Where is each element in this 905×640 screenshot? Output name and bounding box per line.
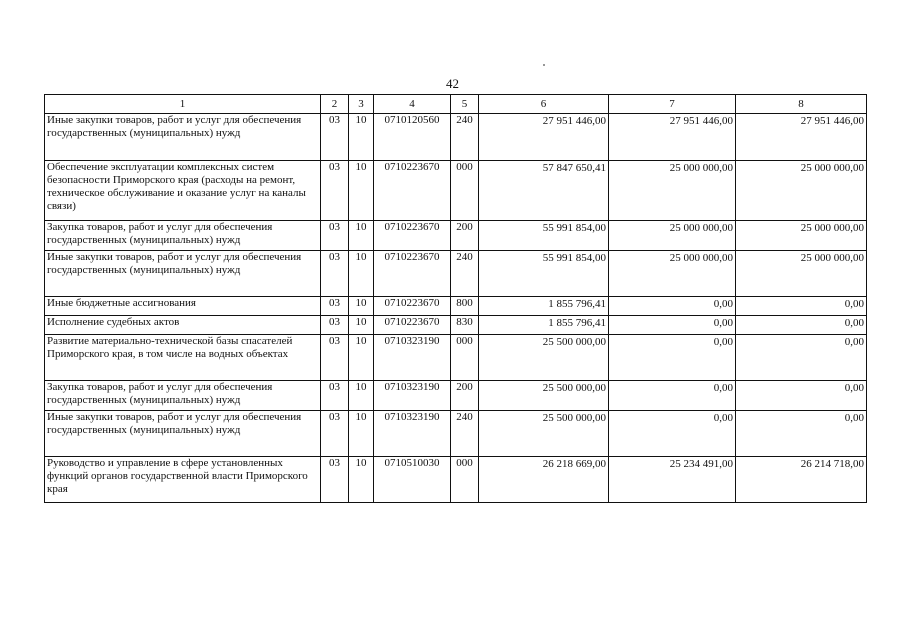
amount-col-6 — [479, 457, 609, 503]
table-row — [45, 161, 867, 221]
amount-value: 55 991 854,00 — [542, 252, 606, 264]
amount-value: 55 991 854,00 — [542, 222, 606, 234]
expense-type-code: 000 — [451, 457, 479, 503]
amount-col-8 — [736, 161, 867, 221]
row-name: Руководство и управление в сфере установленных функций органов государственной власти Приморского края — [45, 457, 321, 503]
amount-col-7 — [609, 297, 736, 316]
amount-col-8 — [736, 335, 867, 381]
amount-col-7 — [609, 221, 736, 251]
amount-col-6 — [479, 251, 609, 297]
subsection-code: 10 — [349, 297, 374, 316]
amount-col-8 — [736, 221, 867, 251]
column-header-1: 1 — [45, 95, 321, 114]
subsection-code: 10 — [349, 335, 374, 381]
amount-value: 1 855 796,41 — [548, 298, 606, 310]
amount-col-7 — [609, 316, 736, 335]
section-code: 03 — [321, 297, 349, 316]
amount-col-8 — [736, 316, 867, 335]
column-header-8: 8 — [736, 95, 867, 114]
column-header-4: 4 — [374, 95, 451, 114]
row-name: Иные бюджетные ассигнования — [45, 297, 321, 316]
row-name: Закупка товаров, работ и услуг для обеспечения государственных (муниципальных) нужд — [45, 381, 321, 411]
row-name: Иные закупки товаров, работ и услуг для обеспечения государственных (муниципальных) нужд — [45, 411, 321, 457]
amount-col-6 — [479, 221, 609, 251]
amount-value: 25 000 000,00 — [669, 162, 733, 174]
amount-value: 0,00 — [844, 336, 864, 348]
subsection-code: 10 — [349, 221, 374, 251]
table-row — [45, 335, 867, 381]
amount-value: 25 500 000,00 — [542, 412, 606, 424]
scan-speck — [543, 64, 545, 66]
target-article-code: 0710223670 — [374, 251, 451, 297]
target-article-code: 0710120560 — [374, 114, 451, 161]
column-header-7: 7 — [609, 95, 736, 114]
amount-value: 25 000 000,00 — [800, 222, 864, 234]
amount-col-8 — [736, 411, 867, 457]
section-code: 03 — [321, 411, 349, 457]
expense-type-code: 000 — [451, 335, 479, 381]
table-row — [45, 316, 867, 335]
subsection-code: 10 — [349, 161, 374, 221]
amount-value: 25 000 000,00 — [669, 222, 733, 234]
amount-col-6 — [479, 381, 609, 411]
target-article-code: 0710223670 — [374, 297, 451, 316]
amount-col-7 — [609, 381, 736, 411]
expense-type-code: 830 — [451, 316, 479, 335]
table-row — [45, 381, 867, 411]
expense-type-code: 240 — [451, 411, 479, 457]
section-code: 03 — [321, 316, 349, 335]
target-article-code: 0710223670 — [374, 221, 451, 251]
amount-value: 0,00 — [713, 336, 733, 348]
subsection-code: 10 — [349, 251, 374, 297]
section-code: 03 — [321, 335, 349, 381]
expense-type-code: 240 — [451, 251, 479, 297]
amount-value: 0,00 — [844, 412, 864, 424]
column-header-2: 2 — [321, 95, 349, 114]
amount-col-6 — [479, 297, 609, 316]
row-name: Иные закупки товаров, работ и услуг для обеспечения государственных (муниципальных) нужд — [45, 114, 321, 161]
amount-value: 0,00 — [844, 317, 864, 329]
amount-col-7 — [609, 161, 736, 221]
amount-value: 26 218 669,00 — [542, 458, 606, 470]
amount-col-8 — [736, 297, 867, 316]
header-row — [45, 95, 867, 114]
amount-col-6 — [479, 411, 609, 457]
amount-col-6 — [479, 316, 609, 335]
column-header-3: 3 — [349, 95, 374, 114]
amount-value: 0,00 — [844, 298, 864, 310]
amount-value: 25 500 000,00 — [542, 382, 606, 394]
table-row — [45, 114, 867, 161]
amount-value: 26 214 718,00 — [800, 458, 864, 470]
section-code: 03 — [321, 251, 349, 297]
amount-value: 0,00 — [844, 382, 864, 394]
section-code: 03 — [321, 457, 349, 503]
budget-table — [44, 94, 867, 503]
expense-type-code: 240 — [451, 114, 479, 161]
section-code: 03 — [321, 114, 349, 161]
table-row — [45, 457, 867, 503]
expense-type-code: 000 — [451, 161, 479, 221]
table-row — [45, 411, 867, 457]
page-number: 42 — [446, 76, 459, 91]
section-code: 03 — [321, 221, 349, 251]
amount-col-8 — [736, 114, 867, 161]
amount-value: 25 000 000,00 — [800, 162, 864, 174]
amount-col-7 — [609, 411, 736, 457]
amount-col-7 — [609, 335, 736, 381]
subsection-code: 10 — [349, 381, 374, 411]
amount-value: 27 951 446,00 — [669, 115, 733, 127]
column-header-6: 6 — [479, 95, 609, 114]
row-name: Закупка товаров, работ и услуг для обеспечения государственных (муниципальных) нужд — [45, 221, 321, 251]
amount-value: 27 951 446,00 — [542, 115, 606, 127]
row-name: Обеспечение эксплуатации комплексных систем безопасности Приморского края (расходы на ремонт, техническое обслуживание и оказание услуг на каналы связи) — [45, 161, 321, 221]
subsection-code: 10 — [349, 411, 374, 457]
amount-col-7 — [609, 114, 736, 161]
amount-value: 0,00 — [713, 412, 733, 424]
target-article-code: 0710223670 — [374, 316, 451, 335]
subsection-code: 10 — [349, 457, 374, 503]
section-code: 03 — [321, 161, 349, 221]
amount-col-7 — [609, 251, 736, 297]
amount-value: 25 000 000,00 — [669, 252, 733, 264]
amount-col-8 — [736, 251, 867, 297]
target-article-code: 0710323190 — [374, 411, 451, 457]
amount-value: 0,00 — [713, 382, 733, 394]
row-name: Исполнение судебных актов — [45, 316, 321, 335]
subsection-code: 10 — [349, 316, 374, 335]
amount-col-8 — [736, 381, 867, 411]
amount-value: 0,00 — [713, 298, 733, 310]
target-article-code: 0710223670 — [374, 161, 451, 221]
table-row — [45, 221, 867, 251]
amount-col-7 — [609, 457, 736, 503]
table-row — [45, 251, 867, 297]
amount-value: 25 000 000,00 — [800, 252, 864, 264]
amount-value: 0,00 — [713, 317, 733, 329]
amount-col-6 — [479, 161, 609, 221]
expense-type-code: 800 — [451, 297, 479, 316]
amount-col-6 — [479, 335, 609, 381]
amount-col-8 — [736, 457, 867, 503]
section-code: 03 — [321, 381, 349, 411]
target-article-code: 0710323190 — [374, 381, 451, 411]
amount-value: 57 847 650,41 — [542, 162, 606, 174]
row-name: Иные закупки товаров, работ и услуг для обеспечения государственных (муниципальных) нужд — [45, 251, 321, 297]
expense-type-code: 200 — [451, 221, 479, 251]
target-article-code: 0710323190 — [374, 335, 451, 381]
expense-type-code: 200 — [451, 381, 479, 411]
column-header-5: 5 — [451, 95, 479, 114]
row-name: Развитие материально-технической базы спасателей Приморского края, в том числе на водных объектах — [45, 335, 321, 381]
target-article-code: 0710510030 — [374, 457, 451, 503]
amount-value: 25 500 000,00 — [542, 336, 606, 348]
amount-value: 27 951 446,00 — [800, 115, 864, 127]
table-row — [45, 297, 867, 316]
amount-value: 25 234 491,00 — [669, 458, 733, 470]
amount-value: 1 855 796,41 — [548, 317, 606, 329]
amount-col-6 — [479, 114, 609, 161]
subsection-code: 10 — [349, 114, 374, 161]
